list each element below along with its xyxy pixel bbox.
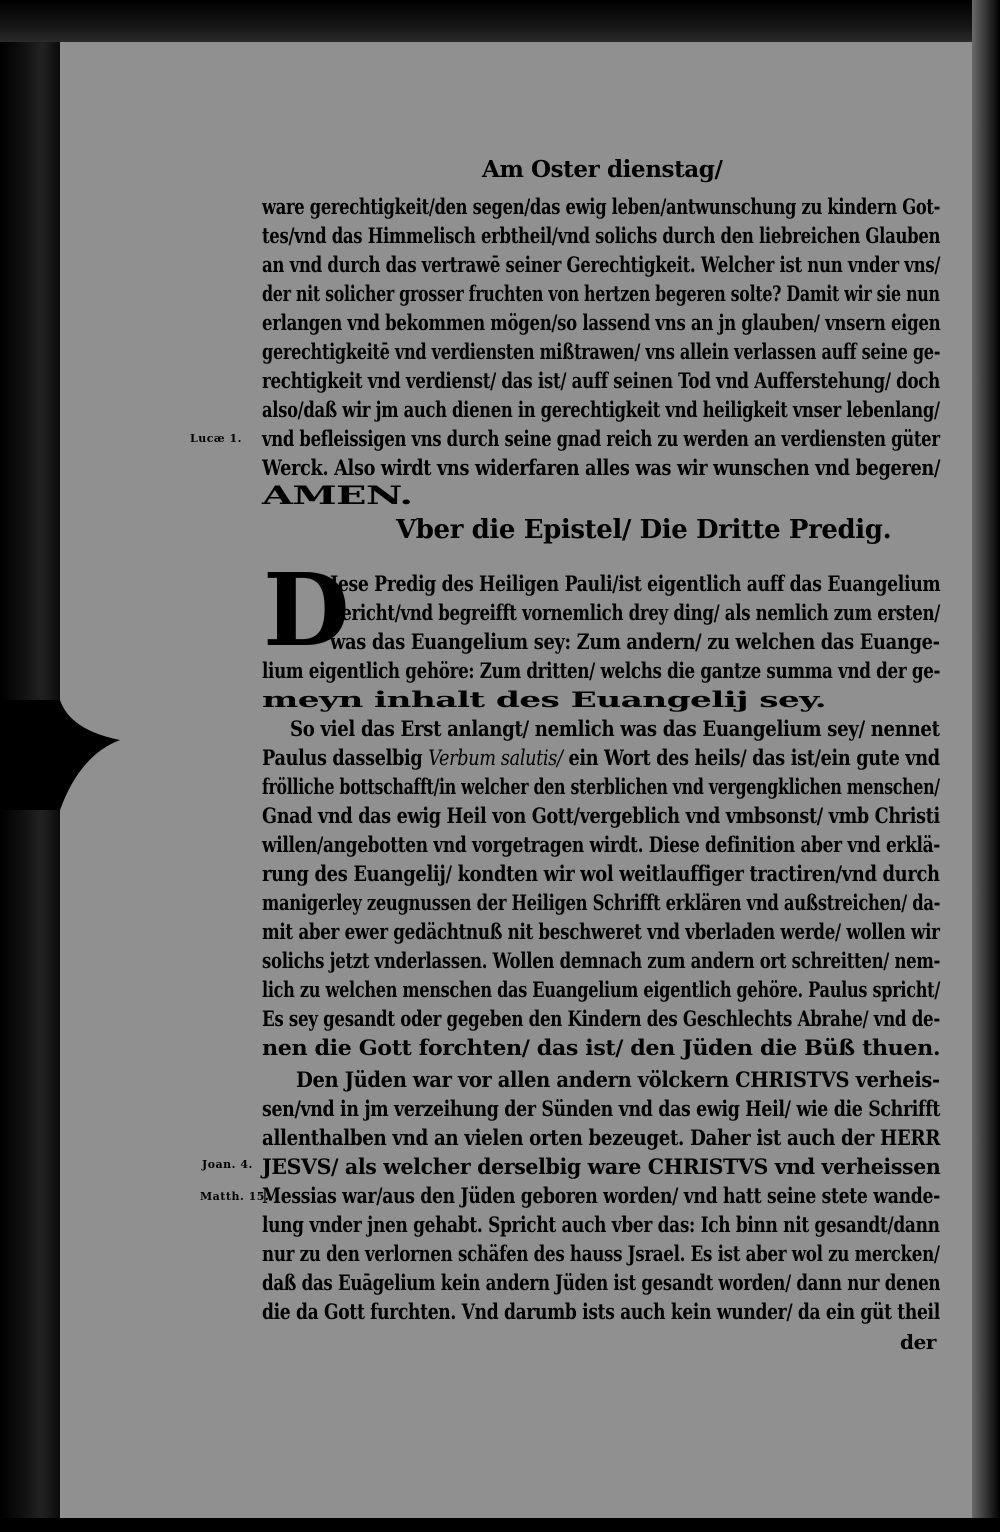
text-line: lium eigentlich gehöre: Zum dritten/ welchs die gantze summa vnd der ge- <box>262 659 941 684</box>
text-line: ware gerechtigkeit/den segen/das ewig leben/antwunschung zu kindern Got- <box>262 195 941 220</box>
text-line: mit aber ewer gedächtnuß nit beschweret vnd vberladen werde/ wollen wir <box>262 920 940 945</box>
text-line: gerechtigkeitē vnd verdiensten mißtrawen/ vns allein verlassen auff seine ge- <box>262 340 941 365</box>
text-line: Den Jüden war vor allen andern völckern CHRISTVS verheis- <box>296 1068 940 1093</box>
latin-phrase: Verbum salutis/ <box>428 746 563 771</box>
text-segment: Paulus dasselbig <box>262 746 423 771</box>
text-line: allenthalben vnd an vielen orten bezeuget. Daher ist auch der HERR <box>262 1126 941 1151</box>
text-line: Jese Predig des Heiligen Pauli/ist eigentlich auff das Euangelium <box>330 572 941 597</box>
running-head: Am Oster dienstag/ <box>482 156 723 183</box>
top-page-edge <box>0 0 1000 42</box>
margin-note: Matth. 15. <box>200 1190 270 1203</box>
text-line: frölliche bottschafft/in welcher den sterblichen vnd vergengklichen menschen/ <box>262 775 940 800</box>
text-line-amen: AMEN. <box>262 481 413 510</box>
catchword: der <box>900 1330 937 1354</box>
text-line: willen/angebotten vnd vorgetragen wirdt. Diese definition aber vnd erklä- <box>262 833 941 858</box>
text-line: lung vnder jnen gehabt. Spricht auch vber das: Ich binn nit gesandt/dann <box>262 1213 940 1238</box>
text-line: Es sey gesandt oder gegeben den Kindern des Geschlechts Abrahe/ vnd de- <box>262 1007 940 1032</box>
text-line: der nit solicher grosser fruchten von hertzen begeren solte? Damit wir sie nun <box>262 282 940 307</box>
text-line: So viel das Erst anlangt/ nemlich was das Euangelium sey/ nennet <box>290 717 940 742</box>
text-line: manigerley zeugnussen der Heiligen Schrifft erklären vnd außstreichen/ da- <box>262 891 941 916</box>
text-segment: ein Wort des heils/ das ist/ein gute vnd <box>568 746 940 771</box>
text-line: JESVS/ als welcher derselbig ware CHRISTVS vnd verheissen <box>262 1155 941 1180</box>
text-line: nur zu den verlornen schäfen des hauss Jsrael. Es ist aber wol zu mercken/ <box>262 1242 940 1267</box>
text-line: was das Euangelium sey: Zum andern/ zu welchen das Euange- <box>330 630 940 655</box>
text-line: lich zu welchen menschen das Euangelium eigentlich gehöre. Paulus spricht/ <box>262 978 940 1003</box>
page-curl-shadow <box>0 700 130 810</box>
text-line-with-latin <box>262 746 940 772</box>
section-heading: Vber die Epistel/ Die Dritte Predig. <box>396 515 892 545</box>
text-line: Werck. Also wirdt vns widerfaren alles was wir wunschen vnd begeren/ <box>262 456 941 481</box>
text-line: nen die Gott forchten/ das ist/ den Jüden die Büß thuen. <box>262 1036 941 1061</box>
text-line: also/daß wir jm auch dienen in gerechtigkeit vnd heiligkeit vnser lebenlang/ <box>262 398 940 423</box>
text-line: sen/vnd in jm verzeihung der Sünden vnd das ewig Heil/ wie die Schrifft <box>262 1097 941 1122</box>
text-line: daß das Euāgelium kein andern Jüden ist gesandt worden/ dann nur denen <box>262 1271 941 1296</box>
drop-cap-initial: D <box>263 551 350 669</box>
margin-note: Lucæ 1. <box>190 432 242 445</box>
text-line: vnd befleissigen vns durch seine gnad reich zu werden an verdiensten güter <box>262 427 940 452</box>
text-line: gericht/vnd begreifft vornemlich drey ding/ als nemlich zum ersten/ <box>330 601 940 626</box>
right-page-edge <box>972 0 1000 1532</box>
text-line: erlangen vnd bekommen mögen/so lassend vns an jn glauben/ vnsern eigen <box>262 311 941 336</box>
bottom-page-edge <box>0 1518 1000 1532</box>
text-line: meyn inhalt des Euangelij sey. <box>262 688 826 713</box>
margin-note: Joan. 4. <box>202 1158 253 1171</box>
text-line: rung des Euangelij/ kondten wir wol weitlauffiger tractiren/vnd durch <box>262 862 940 887</box>
text-line: solichs jetzt vnderlassen. Wollen demnach zum andern ort schreitten/ nem- <box>262 949 941 974</box>
text-line: die da Gott furchten. Vnd darumb ists auch kein wunder/ da ein güt theil <box>262 1300 940 1325</box>
text-line: an vnd durch das vertrawē seiner Gerechtigkeit. Welcher ist nun vnder vns/ <box>262 253 941 278</box>
text-line: Gnad vnd das ewig Heil von Gott/vergeblich vnd vmbsonst/ vmb Christi <box>262 804 940 829</box>
text-line: tes/vnd das Himmelisch erbtheil/vnd solichs durch den liebreichen Glauben <box>262 224 941 249</box>
text-line: Messias war/aus den Jüden geboren worden/ vnd hatt seine stete wande- <box>262 1184 940 1209</box>
text-line: rechtigkeit vnd verdienst/ das ist/ auff seinen Tod vnd Aufferstehung/ doch <box>262 369 940 394</box>
